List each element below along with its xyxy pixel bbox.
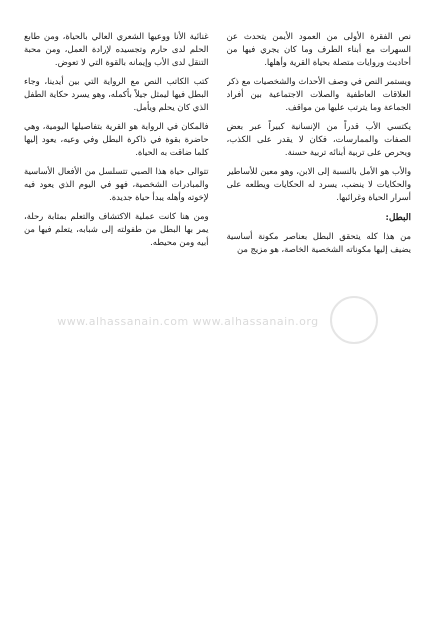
left-paragraph-1: غنائية الأنا ووعيها الشعري العالي بالحياة، ومن طابع الحلم لدى حارم وتجسيده لإرادة العمل، ومن محبة التنقل لدى الأب وإيمانه بالقوة التي لا تعوض. [24,31,209,68]
left-paragraph-3: فالمكان في الرواية هو القرية بتفاصيلها اليومية، وهي حاضرة بقوة في ذاكرة البطل وفي وعيه، يعود إليها كلما ضاقت به الحياة. [24,121,209,158]
left-paragraph-4: تتوالى حياة هذا الصبي تتسلسل من الأفعال الأساسية والمبادرات الشخصية، فهو في اليوم الذي يعود فيه لإخوته وأهله يبدأ حياة جديدة. [24,166,209,203]
right-paragraph-2: ويستمر النص في وصف الأحداث والشخصيات مع ذكر العلاقات العاطفية والصلات الاجتماعية بين أفراد الجماعة وما يترتب عليها من مواقف. [226,76,411,113]
right-column [227,30,412,616]
watermark-text: www.alhassanain.com www.alhassanain.org [57,314,319,328]
section-subheading: البطل: [385,213,411,224]
right-paragraph-3: يكتسي الأب قدراً من الإنسانية كبيراً عبر بعض الصفات والممارسات، فكان لا يقدر على الكذب، ويحرص على تربية أبنائه تربية حسنة. [226,121,411,158]
left-paragraph-2: كتب الكاتب النص مع الرواية التي بين أيدينا، وجاء البطل فيها ليمثل جيلاً بأكمله، وهو يسرد حكاية الطفل الذي كان يحلم ويأمل. [24,76,209,113]
right-closing-paragraph: من هذا كله يتحقق البطل بعناصر مكونة أساسية يضيف إليها مكوناته الشخصية الخاصة، هو مزيج من [226,231,411,255]
left-column [24,30,209,616]
right-paragraph-1: نص الفقرة الأولى من العمود الأيمن يتحدث عن السهرات مع أبناء الطرف وما كان يجري فيها من أحاديث وروايات متصلة بحياة القرية وأهلها. [226,31,411,68]
left-paragraph-5: ومن هنا كانت عملية الاكتشاف والتعلم بمثابة رحلة، يمر بها البطل من طفولته إلى شبابه، يتعلم فيها من أبيه ومن محيطه. [24,211,209,248]
text-columns [24,30,411,616]
right-paragraph-4: والأب هو الأمل بالنسبة إلى الابن، وهو معين للأساطير والحكايات لا ينضب، يسرد له الحكايات ويطلعه على أسرار الحياة وغرائبها. [226,166,411,203]
